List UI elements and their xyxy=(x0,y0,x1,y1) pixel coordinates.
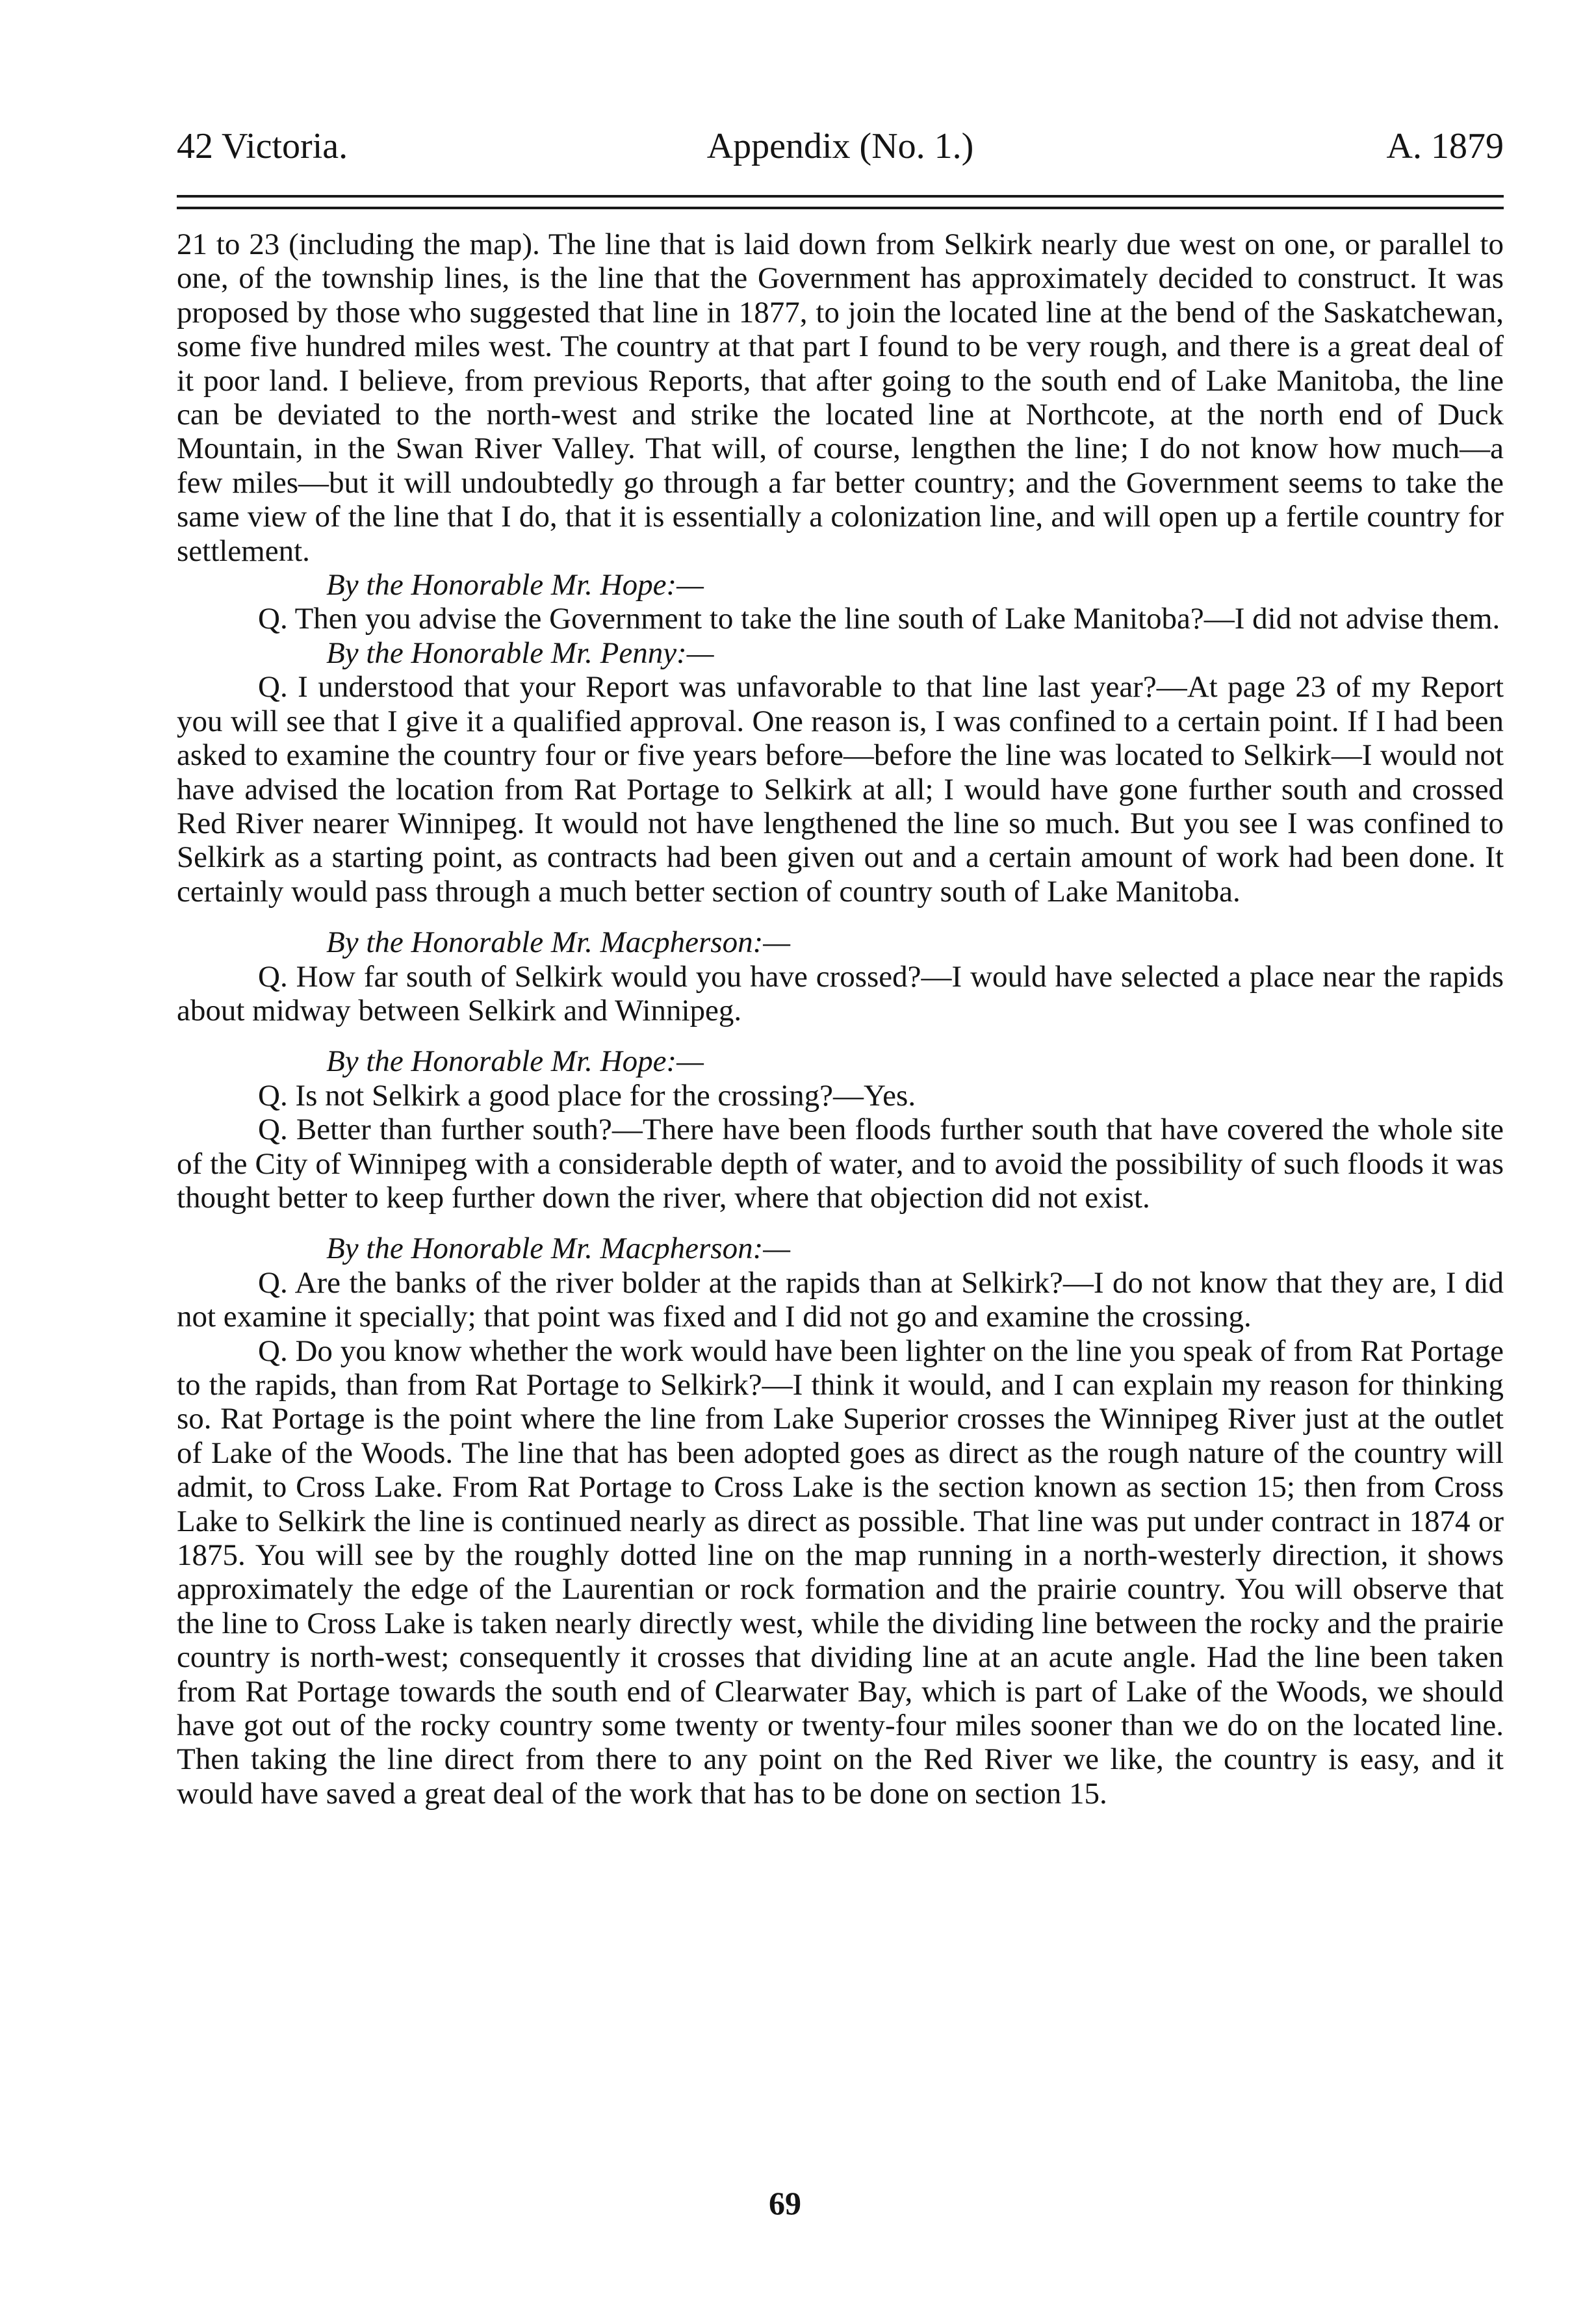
speaker-heading: By the Honorable Mr. Macpherson:— xyxy=(326,925,791,960)
running-header xyxy=(177,117,1504,175)
header-rule-bottom xyxy=(177,207,1504,209)
header-session: 42 Victoria. xyxy=(177,126,348,166)
header-appendix: Appendix (No. 1.) xyxy=(706,126,974,166)
header-rule-top xyxy=(177,195,1504,198)
question-paragraph: Q. Better than further south?—There have been floods further south that have covered the whole site of the City of Winnipeg with a considerable depth of water, and to avoid the possibility of such floods it was thought better to keep further down the river, where that objection did not exist. xyxy=(177,1113,1504,1215)
question-paragraph: Q. Do you know whether the work would have been lighter on the line you speak of from Rat Portage to the rapids, than from Rat Portage to Selkirk?—I think it would, and I can explain my reason for thinking so. Rat Portage is the point where the line from Lake Superior crosses the Winnipeg River just at the outlet of Lake of the Woods. The line that has been adopted goes as direct as the rough nature of the country will admit, to Cross Lake. From Rat Portage to Cross Lake is the section known as section 15; then from Cross Lake to Selkirk the line is continued nearly as direct as possible. That line was put under contract in 1874 or 1875. You will see by the roughly dotted line on the map running in a north-westerly direction, it shows approximately the edge of the Laurentian or rock formation and the prairie country. You will observe that the line to Cross Lake is taken nearly directly west, while the dividing line between the rocky and the prairie country is north-west; consequently it crosses that dividing line at an acute angle. Had the line been taken from Rat Portage towards the south end of Clearwater Bay, which is part of Lake of the Woods, we should have got out of the rocky country some twenty or twenty-four miles sooner than we do on the located line. Then taking the line direct from there to any point on the Red River we like, the country is easy, and it would have saved a great deal of the work that has to be done on section 15. xyxy=(177,1334,1504,1811)
question-paragraph: Q. Then you advise the Government to take the line south of Lake Manitoba?—I did not advise them. xyxy=(258,602,1500,636)
question-paragraph: Q. Is not Selkirk a good place for the crossing?—Yes. xyxy=(258,1078,916,1113)
speaker-heading: By the Honorable Mr. Hope:— xyxy=(326,568,704,602)
speaker-heading: By the Honorable Mr. Hope:— xyxy=(326,1044,704,1079)
speaker-heading: By the Honorable Mr. Macpherson:— xyxy=(326,1232,791,1266)
body-text xyxy=(177,227,1504,1811)
question-paragraph: Q. How far south of Selkirk would you have crossed?—I would have selected a place near the rapids about midway between Selkirk and Winnipeg. xyxy=(177,959,1504,1027)
speaker-heading: By the Honorable Mr. Penny:— xyxy=(326,636,714,670)
paragraph-continuation: 21 to 23 (including the map). The line that is laid down from Selkirk nearly due west on one, or parallel to one, of the township lines, is the line that the Government has approximately decided to construct. It was proposed by those who suggested that line in 1877, to join the located line at the bend of the Saskatchewan, some five hundred miles west. The country at that part I found to be very rough, and there is a great deal of it poor land. I believe, from previous Reports, that after going to the south end of Lake Manitoba, the line can be deviated to the north-west and strike the located line at Northcote, at the north end of Duck Mountain, in the Swan River Valley. That will, of course, lengthen the line; I do not know how much—a few miles—but it will undoubtedly go through a far better country; and the Government seems to take the same view of the line that I do, that it is essentially a colonization line, and will open up a fertile country for settlement. xyxy=(177,227,1504,568)
question-paragraph: Q. Are the banks of the river bolder at the rapids than at Selkirk?—I do not know that they are, I did not examine it specially; that point was fixed and I did not go and examine the crossing. xyxy=(177,1265,1504,1334)
page-number: 69 xyxy=(769,2185,801,2221)
question-paragraph: Q. I understood that your Report was unfavorable to that line last year?—At page 23 of my Report you will see that I give it a qualified approval. One reason is, I was confined to a certain point. If I had been asked to examine the country four or five years before—before the line was located to Selkirk—I would not have advised the location from Rat Portage to Selkirk at all; I would have gone further south and crossed Red River nearer Winnipeg. It would not have lengthened the line so much. But you see I was confined to Selkirk as a starting point, as contracts had been given out and a certain amount of work had been done. It certainly would pass through a much better section of country south of Lake Manitoba. xyxy=(177,670,1504,909)
header-year: A. 1879 xyxy=(1386,126,1504,166)
